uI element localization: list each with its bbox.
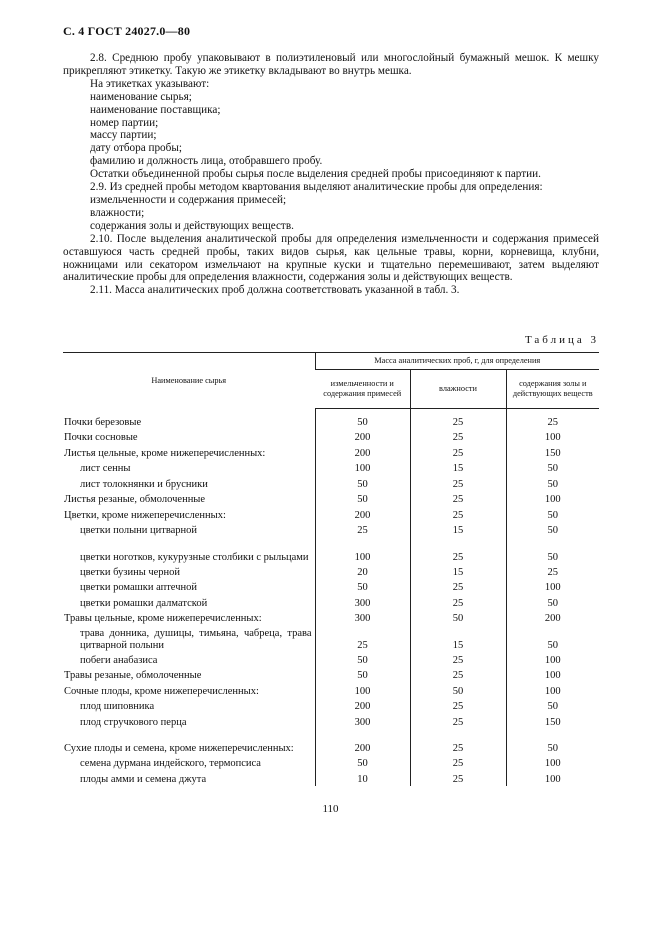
table-row <box>63 610 599 626</box>
value-impurities: 50 <box>315 475 410 491</box>
row-name: Травы цельные, кроме нижеперечисленных: <box>64 613 262 624</box>
value-moisture: 15 <box>410 460 506 476</box>
table-row <box>63 475 599 491</box>
paragraph-2-8: 2.8. Среднюю пробу упаковывают в полиэтиленовый или многослойный бумажный мешок. К мешку прикрепляют этикетку. Такую же этикетку вкладывают во внутрь мешка. <box>63 52 599 77</box>
value-moisture: 25 <box>410 729 506 755</box>
table-row <box>63 563 599 579</box>
analysis-item: содержания золы и действующих веществ. <box>90 219 294 232</box>
value-impurities: 50 <box>315 651 410 667</box>
label-item: массу партии; <box>90 129 157 142</box>
table-row <box>63 429 599 445</box>
value-moisture: 25 <box>410 770 506 786</box>
value-moisture: 50 <box>410 682 506 698</box>
table-row <box>63 460 599 476</box>
value-ash: 100 <box>506 429 599 445</box>
value-impurities: 50 <box>315 667 410 683</box>
paragraph-labels-intro: На этикетках указывают: <box>90 77 210 90</box>
page-number: 110 <box>322 803 339 815</box>
value-ash: 50 <box>506 594 599 610</box>
col-header-group: Масса аналитических проб, г, для определения <box>315 353 599 370</box>
value-impurities: 300 <box>315 594 410 610</box>
value-ash: 100 <box>506 770 599 786</box>
value-ash: 50 <box>506 522 599 538</box>
value-ash: 150 <box>506 713 599 729</box>
table-row <box>63 698 599 714</box>
table-row <box>63 729 599 755</box>
row-name: Сухие плоды и семена, кроме нижеперечисленных: <box>64 743 294 754</box>
value-ash: 100 <box>506 491 599 507</box>
col-header-name: Наименование сырья <box>63 353 315 409</box>
table-row <box>63 594 599 610</box>
table-row <box>63 491 599 507</box>
value-impurities: 50 <box>315 491 410 507</box>
row-name: цветки ромашки аптечной <box>80 582 197 593</box>
value-moisture: 25 <box>410 475 506 491</box>
value-moisture: 25 <box>410 429 506 445</box>
col-header-impurities: измельченности и содержания примесей <box>315 370 410 409</box>
value-moisture: 25 <box>410 698 506 714</box>
value-ash: 25 <box>506 413 599 429</box>
row-name: Почки березовые <box>64 416 142 428</box>
table-row <box>63 682 599 698</box>
table-row <box>63 579 599 595</box>
value-impurities: 200 <box>315 729 410 755</box>
table-row <box>63 522 599 538</box>
row-name: цветки бузины черной <box>80 566 181 578</box>
row-name: лист сенны <box>80 463 131 474</box>
table-row <box>63 506 599 522</box>
value-ash: 50 <box>506 729 599 755</box>
value-ash: 50 <box>506 506 599 522</box>
value-ash: 50 <box>506 625 599 651</box>
value-ash: 50 <box>506 537 599 563</box>
table-row <box>63 667 599 683</box>
value-moisture: 25 <box>410 755 506 771</box>
value-impurities: 100 <box>315 682 410 698</box>
value-ash: 150 <box>506 444 599 460</box>
value-moisture: 25 <box>410 651 506 667</box>
value-ash: 100 <box>506 579 599 595</box>
table-row <box>63 413 599 429</box>
document-text <box>63 52 599 297</box>
col-header-moisture: влажности <box>410 370 506 409</box>
value-impurities: 100 <box>315 537 410 563</box>
row-name: плод шиповника <box>80 701 155 712</box>
row-name: побеги анабазиса <box>80 654 158 666</box>
value-moisture: 25 <box>410 713 506 729</box>
value-moisture: 25 <box>410 579 506 595</box>
value-moisture: 25 <box>410 413 506 429</box>
value-moisture: 15 <box>410 522 506 538</box>
sample-mass-table <box>63 352 599 786</box>
paragraph-2-10: 2.10. После выделения аналитической пробы для определения измельченности и содержания примесей оставшуюся часть средней пробы, таких видов сырья, как цельные травы, корни, корневища, клубни, ножницами или секатором измельчают на крупные куски и тщательно перемешивают, затем выделяют аналитические пробы для определения влажности, содержания золы и действующих веществ. <box>63 232 599 284</box>
row-name: плоды амми и семена джута <box>80 773 207 785</box>
label-item: номер партии; <box>90 116 159 129</box>
value-moisture: 15 <box>410 625 506 651</box>
paragraph-2-11: 2.11. Масса аналитических проб должна соответствовать указанной в табл. 3. <box>90 284 460 297</box>
value-impurities: 50 <box>315 579 410 595</box>
value-ash: 200 <box>506 610 599 626</box>
value-moisture: 25 <box>410 594 506 610</box>
row-name: цветки ромашки далматской <box>80 597 208 609</box>
value-ash: 50 <box>506 698 599 714</box>
row-name: Травы резаные, обмолоченные <box>64 670 202 681</box>
label-item: наименование сырья; <box>90 90 192 103</box>
value-impurities: 20 <box>315 563 410 579</box>
value-moisture: 25 <box>410 506 506 522</box>
value-impurities: 200 <box>315 506 410 522</box>
value-impurities: 300 <box>315 610 410 626</box>
row-name: трава донника, душицы, тимьяна, чабреца, трава цитварной полыни <box>80 628 312 651</box>
value-impurities: 200 <box>315 429 410 445</box>
value-ash: 100 <box>506 651 599 667</box>
value-impurities: 50 <box>315 755 410 771</box>
label-item: наименование поставщика; <box>90 103 221 116</box>
row-name: Листья цельные, кроме нижеперечисленных: <box>64 447 266 459</box>
analysis-item: измельченности и содержания примесей; <box>90 193 287 206</box>
row-name: Листья резаные, обмолоченные <box>64 494 206 505</box>
row-name: плод стручкового перца <box>80 716 187 728</box>
value-ash: 25 <box>506 563 599 579</box>
paragraph-2-9: 2.9. Из средней пробы методом квартования выделяют аналитические пробы для определения: <box>90 181 543 194</box>
value-moisture: 25 <box>410 491 506 507</box>
value-moisture: 25 <box>410 537 506 563</box>
row-name: цветки полыни цитварной <box>80 525 198 536</box>
value-ash: 100 <box>506 755 599 771</box>
label-item: фамилию и должность лица, отобравшего пробу. <box>90 155 323 168</box>
paragraph-remains: Остатки объединенной пробы сырья после выделения средней пробы присоединяют к партии. <box>90 168 541 181</box>
col-header-ash: содержания золы и действующих веществ <box>506 370 599 409</box>
value-moisture: 50 <box>410 610 506 626</box>
label-item: дату отбора пробы; <box>90 142 182 155</box>
value-impurities: 25 <box>315 522 410 538</box>
table-row <box>63 651 599 667</box>
value-ash: 100 <box>506 667 599 683</box>
value-impurities: 300 <box>315 713 410 729</box>
table-caption: Таблица 3 <box>524 334 599 346</box>
value-moisture: 15 <box>410 563 506 579</box>
table-row <box>63 713 599 729</box>
row-name: Цветки, кроме нижеперечисленных: <box>64 509 226 521</box>
page-header: С. 4 ГОСТ 24027.0—80 <box>63 24 191 38</box>
value-impurities: 100 <box>315 460 410 476</box>
value-moisture: 25 <box>410 667 506 683</box>
value-impurities: 25 <box>315 625 410 651</box>
value-ash: 50 <box>506 460 599 476</box>
table-row <box>63 755 599 771</box>
value-impurities: 50 <box>315 413 410 429</box>
value-impurities: 200 <box>315 444 410 460</box>
analysis-item: влажности; <box>90 206 145 219</box>
row-name: Сочные плоды, кроме нижеперечисленных: <box>64 685 259 697</box>
table-row <box>63 537 599 563</box>
row-name: семена дурмана индейского, термопсиса <box>80 758 261 769</box>
value-impurities: 200 <box>315 698 410 714</box>
row-name: Почки сосновые <box>64 432 138 443</box>
value-impurities: 10 <box>315 770 410 786</box>
row-name: цветки ноготков, кукурузные столбики с рыльцами <box>80 551 309 563</box>
value-ash: 100 <box>506 682 599 698</box>
table-row <box>63 770 599 786</box>
row-name: лист толокнянки и брусники <box>80 478 208 490</box>
value-ash: 50 <box>506 475 599 491</box>
value-moisture: 25 <box>410 444 506 460</box>
table-row <box>63 444 599 460</box>
table-row <box>63 625 599 651</box>
